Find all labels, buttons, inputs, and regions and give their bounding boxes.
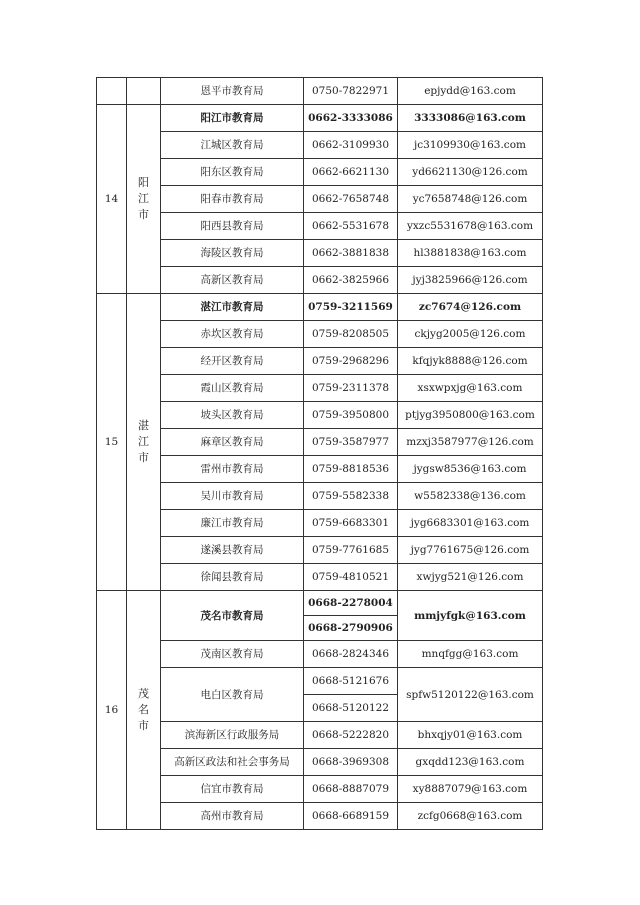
city-cell xyxy=(127,78,161,105)
table-row xyxy=(97,105,543,132)
email-cell: spfw5120122@163.com xyxy=(398,668,543,722)
phone-cell: 0759-4810521 xyxy=(304,564,398,591)
table-row xyxy=(97,213,543,240)
office-name-cell: 经开区教育局 xyxy=(161,348,304,375)
phone-cell: 0662-5531678 xyxy=(304,213,398,240)
phone-cell: 0668-2790906 xyxy=(304,616,398,641)
office-name-cell: 遂溪县教育局 xyxy=(161,537,304,564)
email-cell: xsxwpxjg@163.com xyxy=(398,375,543,402)
office-name-cell: 徐闻县教育局 xyxy=(161,564,304,591)
phone-cell: 0759-8818536 xyxy=(304,456,398,483)
phone-cell: 0668-5121676 xyxy=(304,668,398,695)
email-cell: bhxqjy01@163.com xyxy=(398,722,543,749)
office-name-cell: 滨海新区行政服务局 xyxy=(161,722,304,749)
city-cell xyxy=(127,591,161,830)
email-cell: ptjyg3950800@163.com xyxy=(398,402,543,429)
email-cell: jyg7761675@126.com xyxy=(398,537,543,564)
contact-table-body xyxy=(97,78,543,830)
table-row xyxy=(97,641,543,668)
email-cell: jygsw8536@163.com xyxy=(398,456,543,483)
email-cell: zc7674@126.com xyxy=(398,294,543,321)
office-name-cell: 高州市教育局 xyxy=(161,803,304,830)
city-name: 阳江市 xyxy=(138,176,149,221)
table-row xyxy=(97,776,543,803)
phone-cell: 0668-5120122 xyxy=(304,695,398,722)
email-cell: jyg6683301@163.com xyxy=(398,510,543,537)
phone-cell: 0759-2311378 xyxy=(304,375,398,402)
phone-cell: 0759-6683301 xyxy=(304,510,398,537)
email-cell: jyj3825966@126.com xyxy=(398,267,543,294)
group-number-cell: 15 xyxy=(97,294,127,591)
phone-cell: 0662-3825966 xyxy=(304,267,398,294)
office-name-cell: 高新区政法和社会事务局 xyxy=(161,749,304,776)
phone-cell: 0668-2824346 xyxy=(304,641,398,668)
phone-cell: 0759-5582338 xyxy=(304,483,398,510)
city-name: 湛江市 xyxy=(138,419,149,464)
table-row xyxy=(97,510,543,537)
email-cell: mmjyfgk@163.com xyxy=(398,591,543,641)
office-name-cell: 阳东区教育局 xyxy=(161,159,304,186)
office-name-cell: 赤坎区教育局 xyxy=(161,321,304,348)
table-row xyxy=(97,78,543,105)
phone-cell: 0759-2968296 xyxy=(304,348,398,375)
group-number-cell xyxy=(97,78,127,105)
city-cell xyxy=(127,105,161,294)
table-row xyxy=(97,537,543,564)
phone-cell: 0759-7761685 xyxy=(304,537,398,564)
table-row xyxy=(97,749,543,776)
table-row xyxy=(97,186,543,213)
table-row xyxy=(97,294,543,321)
office-name-cell: 阳江市教育局 xyxy=(161,105,304,132)
table-row xyxy=(97,159,543,186)
phone-cell: 0759-3587977 xyxy=(304,429,398,456)
table-row xyxy=(97,321,543,348)
phone-cell: 0662-7658748 xyxy=(304,186,398,213)
phone-cell: 0662-3333086 xyxy=(304,105,398,132)
table-row xyxy=(97,722,543,749)
table-row xyxy=(97,375,543,402)
office-name-cell: 高新区教育局 xyxy=(161,267,304,294)
email-cell: mzxj3587977@126.com xyxy=(398,429,543,456)
office-name-cell: 廉江市教育局 xyxy=(161,510,304,537)
office-name-cell: 阳春市教育局 xyxy=(161,186,304,213)
group-number-cell: 14 xyxy=(97,105,127,294)
office-name-cell: 茂名市教育局 xyxy=(161,591,304,641)
email-cell: epjydd@163.com xyxy=(398,78,543,105)
phone-cell: 0759-3950800 xyxy=(304,402,398,429)
phone-cell: 0668-2278004 xyxy=(304,591,398,616)
table-row xyxy=(97,348,543,375)
email-cell: hl3881838@163.com xyxy=(398,240,543,267)
office-name-cell: 信宜市教育局 xyxy=(161,776,304,803)
office-name-cell: 茂南区教育局 xyxy=(161,641,304,668)
group-number-cell: 16 xyxy=(97,591,127,830)
phone-cell: 0662-3109930 xyxy=(304,132,398,159)
phone-cell: 0759-8208505 xyxy=(304,321,398,348)
email-cell: mnqfgg@163.com xyxy=(398,641,543,668)
city-name: 茂名市 xyxy=(138,687,149,732)
office-name-cell: 麻章区教育局 xyxy=(161,429,304,456)
email-cell: ckjyg2005@126.com xyxy=(398,321,543,348)
office-name-cell: 雷州市教育局 xyxy=(161,456,304,483)
city-cell xyxy=(127,294,161,591)
email-cell: xy8887079@163.com xyxy=(398,776,543,803)
phone-cell: 0668-5222820 xyxy=(304,722,398,749)
table-row xyxy=(97,668,543,695)
office-name-cell: 吴川市教育局 xyxy=(161,483,304,510)
phone-cell: 0750-7822971 xyxy=(304,78,398,105)
table-row xyxy=(97,402,543,429)
email-cell: kfqjyk8888@126.com xyxy=(398,348,543,375)
phone-cell: 0662-3881838 xyxy=(304,240,398,267)
table-row xyxy=(97,803,543,830)
office-name-cell: 湛江市教育局 xyxy=(161,294,304,321)
email-cell: yd6621130@126.com xyxy=(398,159,543,186)
office-name-cell: 阳西县教育局 xyxy=(161,213,304,240)
phone-cell: 0759-3211569 xyxy=(304,294,398,321)
phone-cell: 0668-6689159 xyxy=(304,803,398,830)
table-row xyxy=(97,429,543,456)
email-cell: yxzc5531678@163.com xyxy=(398,213,543,240)
email-cell: xwjyg521@126.com xyxy=(398,564,543,591)
table-row xyxy=(97,267,543,294)
office-name-cell: 恩平市教育局 xyxy=(161,78,304,105)
table-row xyxy=(97,564,543,591)
office-name-cell: 电白区教育局 xyxy=(161,668,304,722)
office-name-cell: 坡头区教育局 xyxy=(161,402,304,429)
table-row xyxy=(97,483,543,510)
contact-table xyxy=(96,77,543,830)
email-cell: zcfg0668@163.com xyxy=(398,803,543,830)
email-cell: jc3109930@163.com xyxy=(398,132,543,159)
table-row xyxy=(97,240,543,267)
phone-cell: 0662-6621130 xyxy=(304,159,398,186)
office-name-cell: 江城区教育局 xyxy=(161,132,304,159)
email-cell: yc7658748@126.com xyxy=(398,186,543,213)
email-cell: w5582338@136.com xyxy=(398,483,543,510)
phone-cell: 0668-3969308 xyxy=(304,749,398,776)
phone-cell: 0668-8887079 xyxy=(304,776,398,803)
table-row xyxy=(97,591,543,616)
email-cell: 3333086@163.com xyxy=(398,105,543,132)
email-cell: gxqdd123@163.com xyxy=(398,749,543,776)
table-row xyxy=(97,456,543,483)
table-row xyxy=(97,132,543,159)
office-name-cell: 海陵区教育局 xyxy=(161,240,304,267)
office-name-cell: 霞山区教育局 xyxy=(161,375,304,402)
